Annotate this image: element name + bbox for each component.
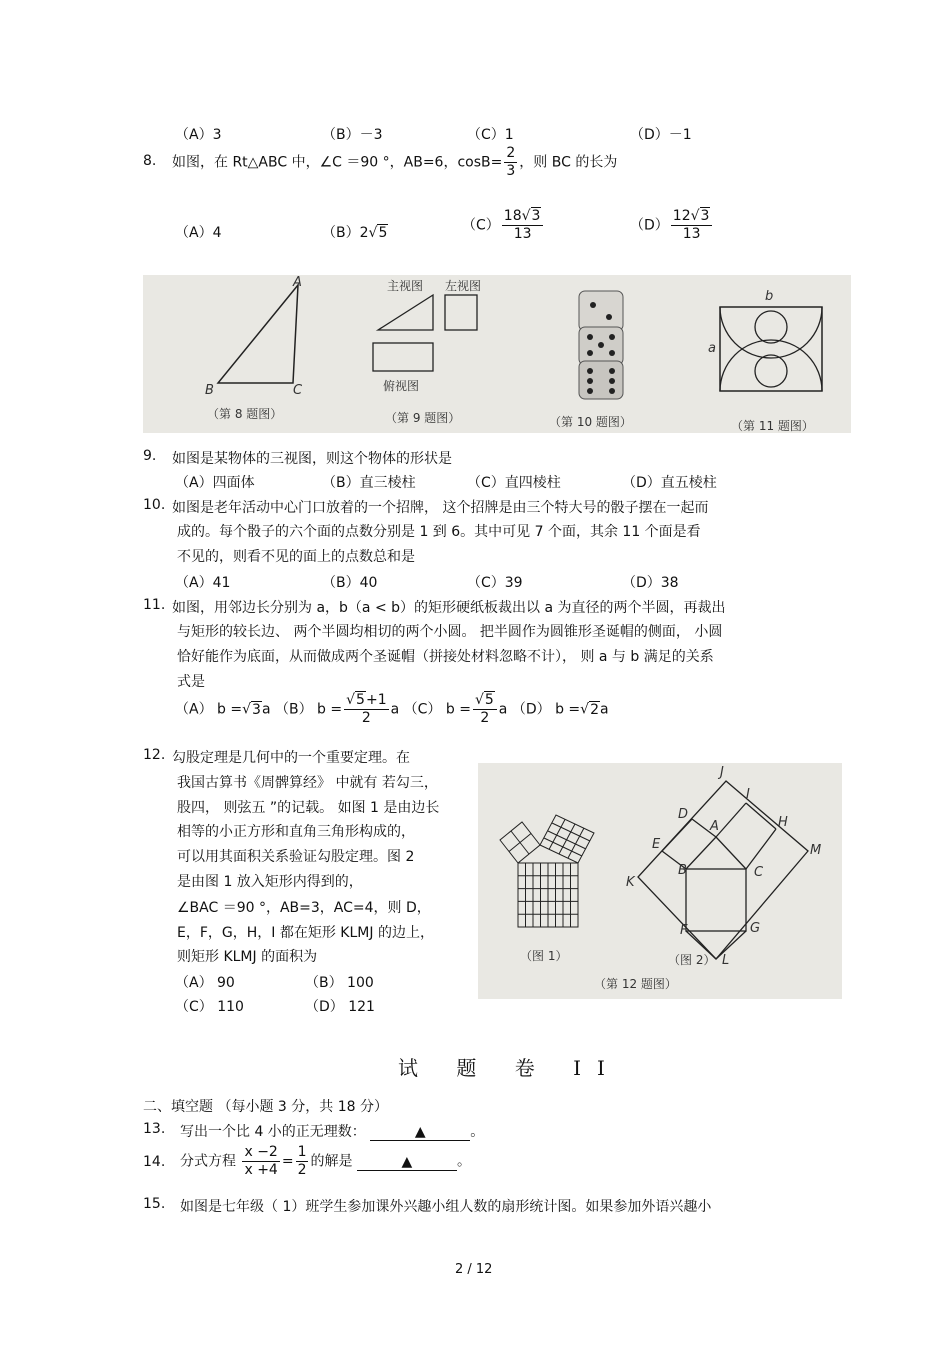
q10-option-b: （B）40 <box>322 575 378 591</box>
q8-option-d <box>630 208 714 243</box>
q12-label-j: J <box>720 765 724 780</box>
q15-number: 15. <box>143 1196 166 1212</box>
fig11-label-b: b <box>765 289 774 304</box>
q13-text: 写出一个比 4 小的正无理数： <box>180 1124 366 1140</box>
q12-label-k: K <box>626 875 635 890</box>
q8-option-c-label: （C） <box>462 217 500 234</box>
q14-text: 分式方程 <box>180 1153 236 1170</box>
q12-option-a: （A） 90 <box>175 975 235 991</box>
q12-figure-caption: （第 12 题图） <box>594 977 677 991</box>
q14-blank-mark: ▲ <box>401 1153 413 1170</box>
q11-option-c-frac: $\frac{√5}{2}$ <box>473 692 497 727</box>
q11-options: （A） b =√3a （B） b = $\frac{√5+1}{2}$ a （C） b = $\frac{√5}{2}$ a （D） b =√2a <box>175 692 609 726</box>
q11-option-c-den: 2 <box>480 710 490 726</box>
q8-number: 8. <box>143 153 157 169</box>
q10-option-a: （A）41 <box>175 575 231 591</box>
q11-option-d-radicand: 2 <box>590 701 599 718</box>
q12-option-b: （B） 100 <box>305 975 374 991</box>
q13-number: 13. <box>143 1121 166 1137</box>
q8-option-d-num: 12 <box>672 208 691 224</box>
q12-label-a: A <box>710 819 719 834</box>
q12-label-l: L <box>722 953 730 968</box>
q12-line-2: 我国古算书《周髀算经》 中就有 若勾三， <box>177 775 438 791</box>
q12-label-f: F <box>680 923 688 938</box>
q10-number: 10. <box>143 497 166 513</box>
q7-option-a: （A）3 <box>175 127 222 143</box>
q8-option-d-frac: $\frac{12√3}{13}$ <box>671 208 713 243</box>
q11-line-3: 恰好能作为底面，从而做成两个圣诞帽（拼接处材料忽略不计）， 则 a 与 b 满足的关系 <box>177 649 714 665</box>
q10-line-2: 成的。每个骰子的六个面的点数分别是 1 到 6。其中可见 7 个面，其余 11 个面是看 <box>177 524 701 540</box>
q8-option-b-radicand: 5 <box>378 225 388 241</box>
q10-option-d: （D）38 <box>622 575 679 591</box>
q11-option-d: （D） b = <box>511 701 581 718</box>
q8-fraction <box>504 145 517 180</box>
q15-stem: 如图是七年级（ 1）班学生参加课外兴趣小组人数的扇形统计图。如果参加外语兴趣小 <box>180 1199 712 1215</box>
q14-number: 14. <box>143 1154 166 1170</box>
q9-option-a: （A）四面体 <box>175 475 255 491</box>
q14-tail: 的解是 <box>310 1153 353 1170</box>
q14-lhs-den: x +4 <box>244 1162 278 1178</box>
q9-option-d: （D）直五棱柱 <box>622 475 717 491</box>
q14-answer-blank[interactable] <box>357 1154 457 1171</box>
q8-stem-b: ，则 BC 的长为 <box>519 154 618 171</box>
q8-option-b: （B）2√5 <box>322 225 388 241</box>
q8-frac-num: 2 <box>506 145 516 161</box>
fig9-left-view: 左视图 <box>445 279 482 293</box>
fig9-top-view: 俯视图 <box>383 379 420 393</box>
q11-option-c-var: a <box>498 701 508 718</box>
fig11-caption: （第 11 题图） <box>731 419 814 433</box>
q14-equals: = <box>281 1153 294 1170</box>
q12-figure <box>478 763 842 999</box>
q11-option-a-radicand: 3 <box>252 701 261 718</box>
q8-option-d-label: （D） <box>630 217 669 234</box>
q8-option-c-num: 18 <box>503 208 522 224</box>
fig11-label-a: a <box>708 341 716 356</box>
q14-lhs-num: x −2 <box>244 1144 278 1160</box>
q13-end: 。 <box>470 1124 485 1140</box>
q12-line-1: 勾股定理是几何中的一个重要定理。在 <box>172 750 410 766</box>
q12-label-h: H <box>778 815 788 830</box>
q14-end: 。 <box>456 1153 471 1170</box>
q11-option-a: （A） b = <box>175 701 243 718</box>
fig9-main-view: 主视图 <box>387 279 424 293</box>
q9-option-c: （C）直四棱柱 <box>467 475 561 491</box>
q11-option-b-radicand: 5 <box>356 692 365 708</box>
q8-stem <box>172 145 617 180</box>
q12-line-8: E，F，G，H，I 都在矩形 KLMJ 的边上， <box>177 925 434 941</box>
q11-line-4: 式是 <box>177 674 205 690</box>
q7-option-b: （B）－3 <box>322 127 383 143</box>
q12-option-d: （D） 121 <box>305 999 375 1015</box>
fig8-label-b: B <box>205 383 214 398</box>
q14-rhs-frac <box>296 1144 309 1179</box>
q11-line-2: 与矩形的较长边、 两个半圆均相切的两个小圆。 把半圆作为圆锥形圣诞帽的侧面， 小圆 <box>177 624 723 640</box>
q11-line-1: 如图，用邻边长分别为 a，b（a < b）的矩形硬纸板裁出以 a 为直径的两个半圆，再裁出 <box>172 600 726 616</box>
page-number: 2 / 12 <box>455 1262 493 1277</box>
q11-option-b-den: 2 <box>361 710 371 726</box>
q11-option-c: （C） b = <box>403 701 471 718</box>
q8-option-c-frac: $\frac{18√3}{13}$ <box>502 208 544 243</box>
q8-option-c-radicand: 3 <box>531 208 541 224</box>
fig8-caption: （第 8 题图） <box>207 407 283 421</box>
q11-option-d-var: a <box>600 701 609 718</box>
q12-option-c: （C） 110 <box>175 999 244 1015</box>
q12-label-e: E <box>652 837 661 852</box>
q8-frac-den: 3 <box>506 163 516 179</box>
q8-option-c <box>462 208 545 243</box>
q11-number: 11. <box>143 597 166 613</box>
q11-option-b-frac: $\frac{√5+1}{2}$ <box>346 692 387 726</box>
fig8-label-a: A <box>293 275 302 290</box>
q12-label-b: B <box>678 863 687 878</box>
fig10-caption: （第 10 题图） <box>549 415 632 429</box>
q8-option-d-den: 13 <box>682 226 701 242</box>
q7-option-d: （D）－1 <box>630 127 692 143</box>
q12-label-m: M <box>810 843 822 858</box>
q12-line-3: 股四， 则弦五 ”的记载。 如图 1 是由边长 <box>177 800 440 816</box>
q8-option-b-label: （B） <box>322 225 360 241</box>
q10-line-3: 不见的，则看不见的面上的点数总和是 <box>177 549 415 565</box>
q12-fig1-caption: （图 1） <box>520 949 568 963</box>
q14-stem <box>180 1144 471 1179</box>
q12-number: 12. <box>143 747 166 763</box>
fig9-caption: （第 9 题图） <box>385 411 461 425</box>
q12-label-c: C <box>754 865 764 880</box>
q10-option-c: （C）39 <box>467 575 523 591</box>
q7-option-c: （C）1 <box>467 127 514 143</box>
q9-option-b: （B）直三棱柱 <box>322 475 416 491</box>
q9-stem: 如图是某物体的三视图，则这个物体的形状是 <box>172 451 452 467</box>
q11-option-b-plus: +1 <box>365 692 387 708</box>
q12-line-5: 可以用其面积关系验证勾股定理。图 2 <box>177 849 415 865</box>
q12-line-4: 相等的小正方形和直角三角形构成的， <box>177 824 415 840</box>
q11-option-a-var: a <box>261 701 271 718</box>
q10-line-1: 如图是老年活动中心门口放着的一个招牌， 这个招牌是由三个特大号的骰子摆在一起而 <box>172 500 709 516</box>
q8-option-a: （A）4 <box>175 225 222 241</box>
q8-option-d-radicand: 3 <box>700 208 710 224</box>
q11-option-b-var: a <box>390 701 400 718</box>
q8-option-c-den: 13 <box>513 226 532 242</box>
q11-option-b: （B） b = <box>275 701 343 718</box>
fig8-label-c: C <box>293 383 303 398</box>
q8-option-b-coef: 2 <box>359 225 369 241</box>
q8-stem-a: 如图，在 Rt△ABC 中，∠C ＝90 °，AB=6，cosB= <box>172 154 503 171</box>
q11-option-c-radicand: 5 <box>484 692 494 708</box>
q14-rhs-den: 2 <box>297 1162 307 1178</box>
q14-rhs-num: 1 <box>297 1144 307 1160</box>
q14-lhs-frac <box>242 1144 279 1179</box>
q12-label-i: I <box>746 787 750 802</box>
q12-label-g: G <box>750 921 761 936</box>
q12-line-7: ∠BAC ＝90 °，AB=3，AC=4，则 D， <box>177 900 431 916</box>
q13-blank-mark: ▲ <box>414 1124 426 1140</box>
figures-band <box>143 275 851 433</box>
q12-label-d: D <box>678 807 689 822</box>
q12-line-9: 则矩形 KLMJ 的面积为 <box>177 949 318 965</box>
q12-line-6: 是由图 1 放入矩形内得到的， <box>177 874 363 890</box>
q13-answer-blank[interactable] <box>370 1124 470 1141</box>
section-title: 试 题 卷 II <box>398 1056 621 1080</box>
part2-heading: 二、填空题 （每小题 3 分，共 18 分） <box>143 1099 388 1115</box>
q9-number: 9. <box>143 448 157 464</box>
q13-stem <box>180 1121 484 1141</box>
q12-fig2-caption: （图 2） <box>668 953 716 967</box>
